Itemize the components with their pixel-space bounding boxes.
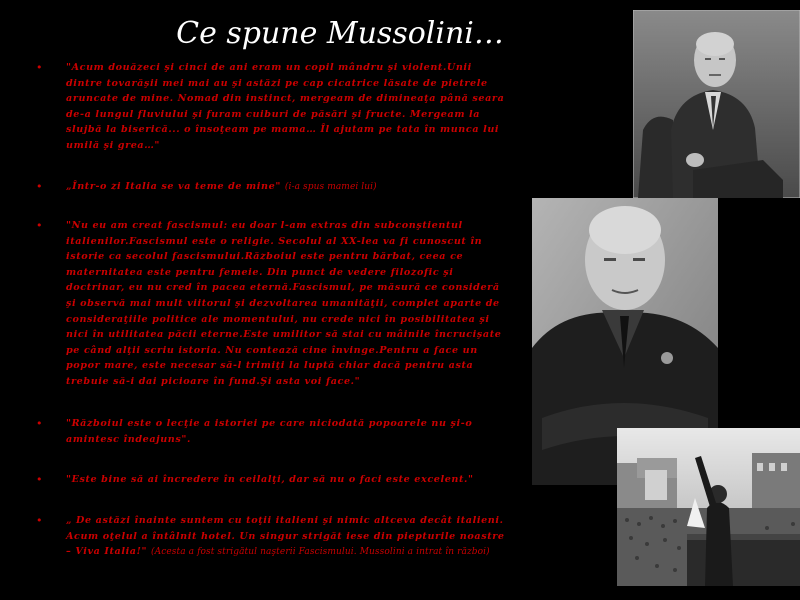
quote-note: (i-a spus mamei lui) [284, 182, 377, 192]
balcony-speech-photo [617, 428, 800, 586]
slide-title: Ce spune Mussolini… [176, 16, 504, 51]
quote-text [66, 179, 506, 196]
quote-body: „Într-o zi Italia se va teme de mine" [66, 181, 281, 192]
bullet-icon: • [36, 473, 43, 486]
quote-body: „ De astăzi înainte suntem cu toţii italieni şi nimic altceva decât italieni. Acum oţelul a întâlnit hotel. Un singur strigăt iese din piepturile noastre – Viva Italia!" [66, 515, 505, 558]
quote-body: "Acum douăzeci şi cinci de ani eram un copil mândru şi violent.Unii dintre tovarăşii mei mai au şi astăzi pe cap cicatrice lăsate de pietrele aruncate de mine. Nomad din instinct, mergeam de dimineaţa până seara de-a lungul fluviului şi furam cuiburi de păsări şi fructe. Mergeam la slujbă la biserică... o însoţeam pe mama… Îl ajutam pe tata în munca lui umilă şi grea…" [66, 62, 505, 151]
bullet-icon: • [36, 180, 43, 193]
quote-text [66, 218, 506, 390]
quote-text [66, 416, 506, 447]
quote-body: "Războiul este o lecţie a istoriei pe care niciodată popoarele nu şi-o amintesc îndeajuns". [66, 418, 473, 445]
portrait-photo-suit [633, 10, 800, 198]
quote-body: "Nu eu am creat fascismul: eu doar l-am extras din subconştientul italienilor.Fascismul este o religie. Secolul al XX-lea va fi cunoscut în istorie ca secolul fascismului.Războiul este pentru bărbat, ceea ce maternitatea este pentru femeie. Din punct de vedere filozofic şi doctrinar, eu nu cred în pacea eternă.Fascismul, pe măsură ce consideră şi observă mai mult viitorul şi dezvoltarea umanităţii, complet aparte de consideraţiile politice ale momentului, nu crede nici în posibilitatea şi nici în utilitatea păcii eterne.Este umilitor să stai cu mâinile încrucişate pe când alţii scriu istoria. Nu contează cine învinge.Pentru a face un popor mare, este necesar să-l trimiţi la luptă chiar dacă pentru asta trebuie să-i dai picioare în fund.Şi asta voi face." [66, 220, 502, 387]
quote-body: "Este bine să ai încredere în ceilalţi, dar să nu o faci este excelent." [66, 474, 474, 485]
bullet-icon: • [36, 514, 43, 527]
bullet-icon: • [36, 417, 43, 430]
bullet-icon: • [36, 219, 43, 232]
quote-note: (Acesta a fost strigătul naşterii Fascismului. Mussolini a intrat în război) [151, 547, 490, 558]
quote-text [66, 60, 506, 154]
quote-text [66, 513, 506, 561]
bullet-icon: • [36, 61, 43, 74]
quote-text [66, 472, 506, 488]
